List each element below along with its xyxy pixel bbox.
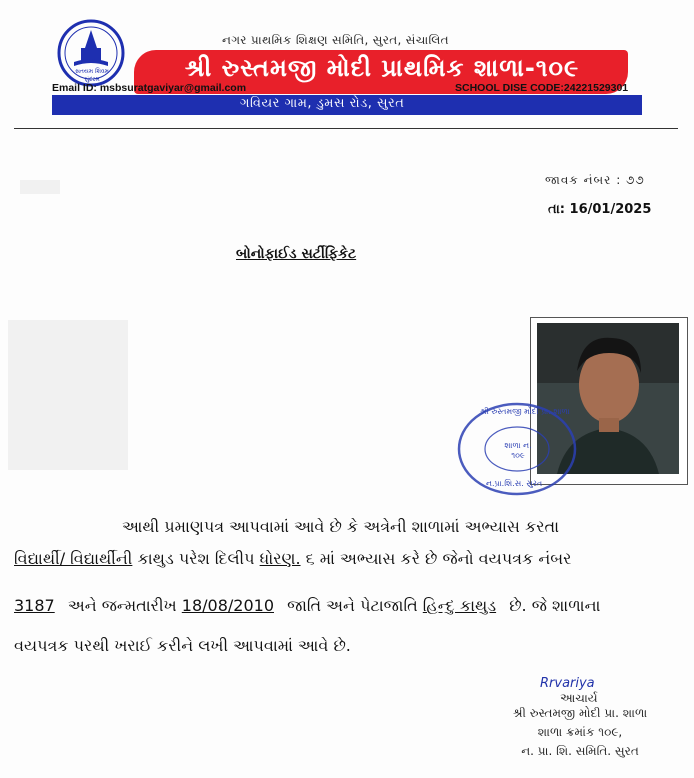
- certificate-line-1: આથી પ્રમાણપત્ર આપવામાં આવે છે કે અત્રેની શાળામાં અભ્યાસ કરતા: [122, 517, 560, 536]
- principal-signature: Rrvariya: [540, 676, 595, 691]
- principal-title: આચાર્ય: [560, 691, 598, 705]
- school-logo: [52, 18, 130, 88]
- school-name: શ્રી રુસ્તમજી મોદી પ્રાથમિક શાળા-૧૦૯: [184, 54, 580, 82]
- school-email: Email ID: msbsuratgaviyar@gmail.com: [52, 82, 247, 94]
- school-dise-code: SCHOOL DISE CODE:24221529301: [455, 82, 629, 94]
- caste-value: હિન્દુ કાથુડ: [422, 596, 497, 615]
- school-suffix: છે. જે શાળાના: [509, 596, 601, 615]
- organization-line: નગર પ્રાથમિક શિક્ષણ સમિતિ, સુરત, સંચાલિત: [222, 33, 449, 47]
- school-stamp: [454, 399, 580, 499]
- school-address: ગવિયર ગામ, ડુમસ રોડ, સુરત: [240, 96, 405, 111]
- certificate-line-2: [14, 549, 571, 569]
- certificate-line-4: વયપત્રક પરથી ખરાઈ કરીને લખી આપવામાં આવે છે.: [14, 636, 351, 655]
- bleed-through-text: [20, 180, 60, 194]
- student-label: વિદ્યાર્થી/ વિદ્યાર્થીની: [14, 549, 133, 568]
- outward-number: જાવક નંબર : ૭૭: [545, 173, 645, 187]
- student-name: કાથુડ પરેશ દિલીપ: [137, 549, 255, 568]
- logo-text: સતયમ શિવમ સુંદરમ: [75, 68, 109, 83]
- signature-school-number: શાળા ક્રમાંક ૧૦૯,: [537, 725, 623, 739]
- standard-label: ધોરણ.: [259, 549, 301, 568]
- signature-school-name: શ્રી રુસ્તમજી મોદી પ્રા. શાળા: [512, 706, 648, 720]
- issue-date: તા: 16/01/2025: [548, 202, 652, 217]
- signature-committee: ન. પ્રા. શિ. સમિતિ. સુરત: [521, 744, 639, 758]
- header-divider: [14, 128, 678, 129]
- stamp-center-text: શાળા ન. ૧૦૯: [504, 441, 532, 460]
- bleed-through-photo: [8, 320, 128, 470]
- register-label: માં અભ્યાસ કરે છે જેનો વયપત્રક નંબર: [319, 549, 572, 568]
- certificate-line-3: [14, 596, 600, 616]
- certificate-title: બોનોફાઈડ સર્ટીફિકેટ: [236, 246, 357, 262]
- stamp-ring-text: શ્રી રુસ્તમજી મોદી પ્રા. શાળા: [480, 407, 570, 416]
- register-number: 3187: [14, 596, 55, 615]
- dob-label: અને જન્મતારીખ: [67, 596, 177, 615]
- standard-value: ૬: [305, 549, 315, 568]
- caste-label: જાતિ અને પેટાજાતિ: [287, 596, 418, 615]
- stamp-bottom-text: ન.પ્રા.શિ.સ. સુરત: [486, 479, 543, 488]
- date-of-birth: 18/08/2010: [181, 596, 274, 615]
